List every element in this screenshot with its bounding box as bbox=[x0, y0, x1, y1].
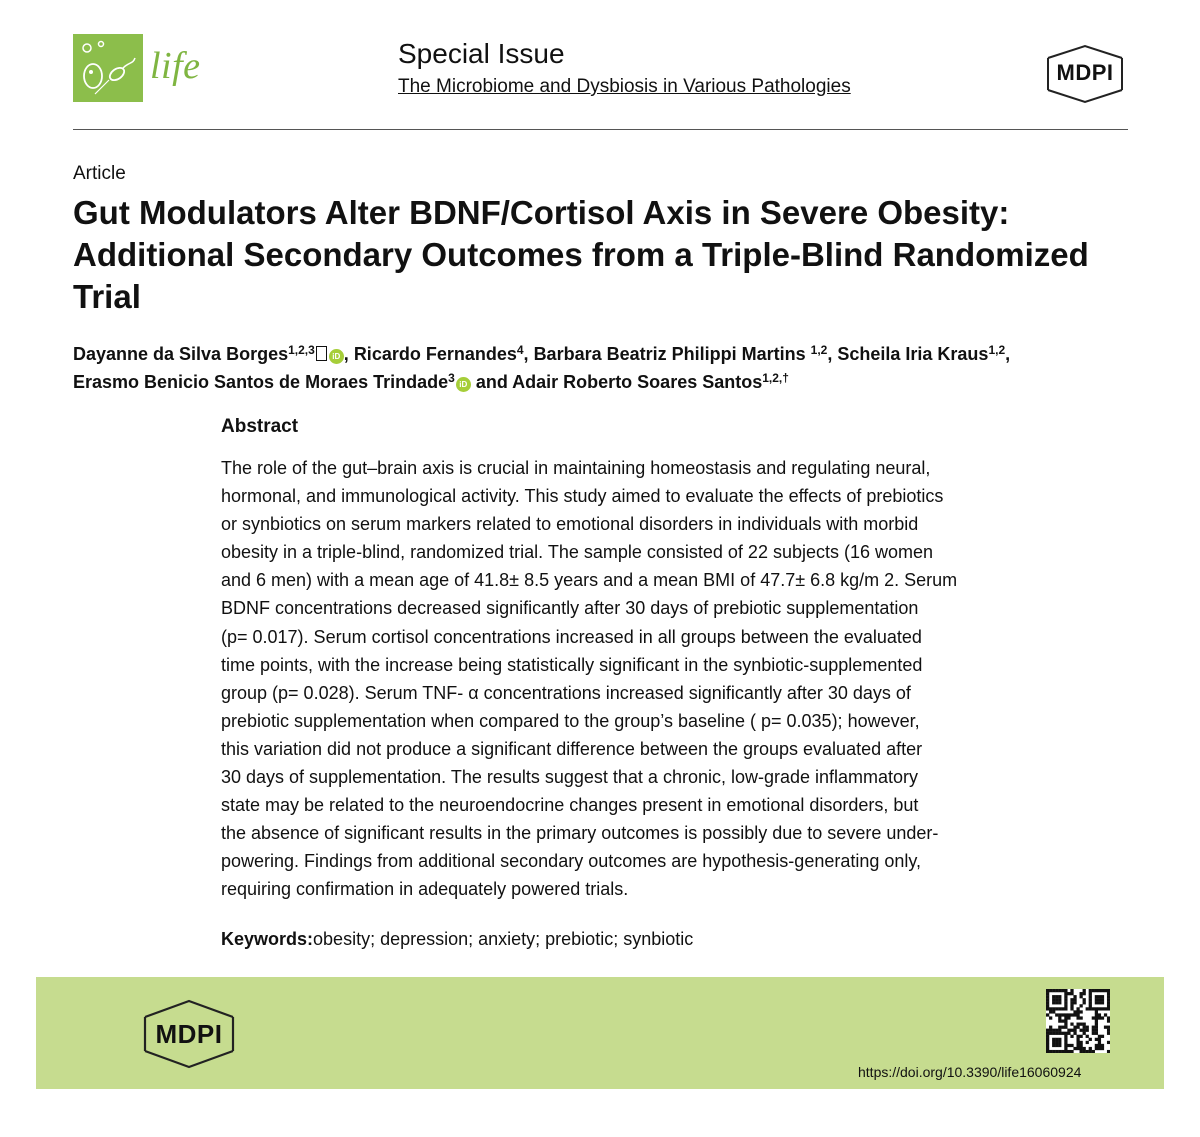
author-name: Barbara Beatriz Philippi Martins bbox=[533, 344, 806, 364]
author-name: Ricardo Fernandes bbox=[353, 344, 517, 364]
abstract-line: group (p= 0.028). Serum TNF- α concentrations increased significantly after 30 days of bbox=[221, 682, 911, 703]
footer-publisher-logo[interactable] bbox=[139, 999, 239, 1069]
doi-link[interactable]: https://doi.org/10.3390/life16060924 bbox=[858, 1064, 1082, 1080]
abstract-line: (p= 0.017). Serum cortisol concentrations increased in all groups between the evaluated bbox=[221, 626, 922, 647]
author-affiliation: 1,2 bbox=[988, 343, 1006, 357]
footer-publisher-name: MDPI bbox=[155, 1019, 223, 1049]
publisher-name: MDPI bbox=[1056, 60, 1114, 85]
keywords-label: Keywords: bbox=[221, 929, 314, 949]
abstract-line: the absence of significant results in the primary outcomes is possibly due to severe under- bbox=[221, 823, 939, 844]
special-issue-label: Special Issue bbox=[398, 38, 565, 69]
keywords bbox=[221, 929, 693, 950]
missing-glyph-icon bbox=[316, 346, 327, 361]
author-list: Dayanne da Silva Borges$^{1,2,3}$ iD , Ricardo Fernandes$^4$, Barbara Beatriz Philippi Martins $^{1,2}$, Scheila Iria Kraus$^{1,2}$, Erasmo Benicio Santos de Moraes Trindade$^3$ iD and Adair Roberto Soares Santos$^{1,2,\dagger}$ bbox=[73, 343, 1011, 392]
header-divider bbox=[73, 129, 1128, 130]
abstract-line: powering. Findings from additional secondary outcomes are hypothesis-generating only, bbox=[221, 851, 922, 872]
abstract-line: hormonal, and immunological activity. This study aimed to evaluate the effects of prebiotics bbox=[221, 486, 944, 507]
abstract-line: 30 days of supplementation. The results suggest that a chronic, low-grade inflammatory bbox=[221, 767, 919, 788]
abstract-line: requiring confirmation in adequately powered trials. bbox=[221, 879, 629, 900]
author-affiliation: 3 bbox=[448, 371, 455, 385]
author-affiliation: 1,2 bbox=[810, 343, 828, 357]
abstract-heading: Abstract bbox=[221, 416, 299, 437]
abstract-line: obesity in a triple-blind, randomized trial. The sample consisted of 22 subjects (16 women bbox=[221, 542, 934, 563]
article-type: Article bbox=[73, 163, 126, 184]
abstract-line: this variation did not produce a significant difference between the groups evaluated after bbox=[221, 738, 923, 759]
microbe-icon bbox=[73, 34, 143, 102]
author-name: Dayanne da Silva Borges bbox=[73, 344, 289, 364]
abstract-line: and 6 men) with a mean age of 41.8± 8.5 years and a mean BMI of 47.7± 6.8 kg/m 2. Serum bbox=[221, 570, 958, 591]
author-conjunction: and bbox=[475, 372, 508, 392]
author-affiliation: 1,2,3 bbox=[288, 343, 315, 357]
qr-code[interactable] bbox=[1046, 989, 1110, 1053]
publisher-logo[interactable] bbox=[1040, 44, 1130, 104]
journal-name: life bbox=[150, 45, 201, 87]
keywords-text: obesity; depression; anxiety; prebiotic; synbiotic bbox=[313, 929, 694, 949]
journal-logo bbox=[73, 34, 143, 102]
author-name: Erasmo Benicio Santos de Moraes Trindade bbox=[73, 372, 449, 392]
abstract-line: state may be related to the neuroendocrine changes present in emotional disorders, but bbox=[221, 795, 919, 816]
qr-code-icon bbox=[1046, 989, 1110, 1053]
special-issue-link[interactable]: The Microbiome and Dysbiosis in Various Pathologies bbox=[398, 76, 851, 97]
article-title: Gut Modulators Alter BDNF/Cortisol Axis in Severe Obesity: Additional Secondary Outcomes from a Triple-Blind Randomized Trial bbox=[73, 194, 1089, 315]
author-affiliation: 4 bbox=[516, 343, 524, 357]
author-name: Scheila Iria Kraus bbox=[837, 344, 989, 364]
abstract-line: prebiotic supplementation when compared to the group’s baseline ( p= 0.035); however, bbox=[221, 710, 920, 731]
orcid-icon[interactable]: iD bbox=[329, 349, 344, 364]
abstract-line: time points, with the increase being statistically significant in the synbiotic-supplemented bbox=[221, 654, 923, 675]
author-affiliation: 1,2,† bbox=[762, 371, 789, 385]
author-name: Adair Roberto Soares Santos bbox=[512, 372, 763, 392]
abstract-line: or synbiotics on serum markers related to emotional disorders in individuals with morbid bbox=[221, 514, 919, 535]
abstract-text bbox=[221, 454, 1021, 904]
orcid-icon[interactable]: iD bbox=[456, 377, 471, 392]
abstract-line: BDNF concentrations decreased significantly after 30 days of prebiotic supplementation bbox=[221, 598, 919, 619]
abstract-line: The role of the gut–brain axis is crucial in maintaining homeostasis and regulating neural, bbox=[221, 458, 931, 478]
